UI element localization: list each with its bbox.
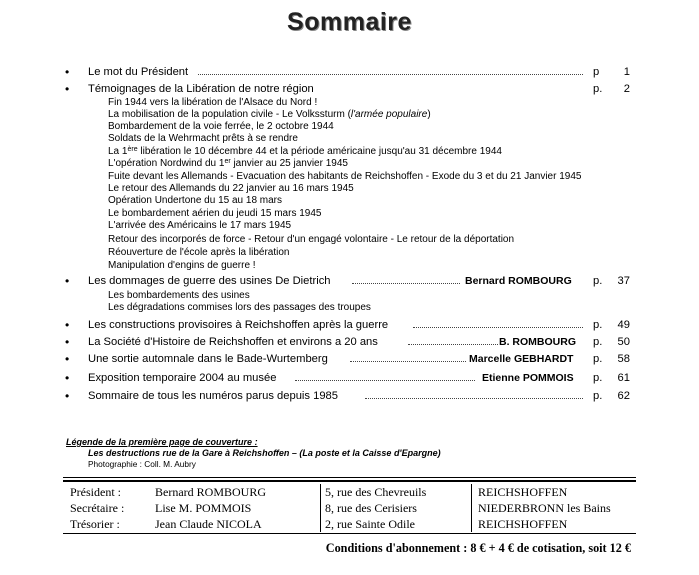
toc-entry-title: Les constructions provisoires à Reichshoffen après la guerre [88,319,389,331]
superscript: ère [127,146,138,153]
sub-entry: Bombardement de la voie ferrée, le 2 octobre 1944 [108,121,334,132]
toc-page-number: 49 [617,319,630,331]
legend-heading: Légende de la première page de couverture : [66,437,258,447]
bullet-icon: • [65,352,70,366]
subscription-conditions: Conditions d'abonnement : 8 € + 4 € de cotisation, soit 12 € [325,541,631,555]
sub-entry-text: janvier au 25 janvier 1945 [230,158,348,169]
bullet-icon: • [65,82,70,96]
divider [63,477,636,478]
contact-name: Bernard ROMBOURG [155,485,266,499]
contact-row [63,484,636,500]
toc-page-number: 1 [623,66,630,78]
contact-role: Président : [70,485,121,499]
sub-entry [108,158,348,170]
toc-entry-title: Une sortie automnale dans le Bade-Wurtemberg [88,353,328,365]
dot-leader [295,380,475,381]
sub-entry: Les dégradations commises lors des passages des troupes [108,302,371,313]
sub-entry: Manipulation d'engins de guerre ! [108,260,256,271]
toc-entry-author: Etienne POMMOIS [482,372,574,384]
contact-address: 2, rue Sainte Odile [325,517,415,531]
sub-entry: Fuite devant les Allemands - Evacuation des habitants de Reichshoffen - Exode du 3 et du 21 Janvier 1945 [108,171,582,182]
toc-entry [65,371,630,385]
sub-entry-text: ) [427,109,431,120]
contacts-table [63,484,636,532]
toc-entry [65,82,630,96]
toc-page-number: 61 [617,372,630,384]
sub-entry: Retour des incorporés de force - Retour d'un engagé volontaire - Le retour de la déportation [108,234,515,245]
toc-page-prefix: p. [593,372,603,384]
sub-entry: Soldats de la Wehrmacht prêts à se rendre [108,133,298,144]
toc-entry-title: Sommaire de tous les numéros parus depuis 1985 [88,390,338,402]
dot-leader [365,398,583,399]
toc-entry-author: Bernard ROMBOURG [465,275,572,287]
toc-page-number: 58 [617,353,630,365]
toc-page-prefix: p. [593,336,603,348]
toc-page-prefix: p [593,66,600,78]
contact-row [63,500,636,516]
sub-entry-text: libération le 10 décembre 44 et la période américaine jusqu'au 31 décembre 1944 [137,146,502,157]
toc-entry-author: Marcelle GEBHARDT [469,353,574,365]
legend-caption: Les destructions rue de la Gare à Reichshoffen – (La poste et la Caisse d'Epargne) [88,448,441,458]
dot-leader [198,74,583,75]
bullet-icon: • [65,318,70,332]
dot-leader [408,344,498,345]
sub-entry-text: L'opération Nordwind du 1 [108,158,225,169]
toc-page-prefix: p. [593,390,603,402]
superscript: er [224,158,231,165]
legend-credit: Photographie : Coll. M. Aubry [88,459,196,469]
toc-entry [65,352,630,366]
contact-city: REICHSHOFFEN [478,517,568,531]
contact-role: Secrétaire : [70,501,125,515]
toc-entry-author: B. ROMBOURG [499,336,576,348]
dot-leader [350,361,466,362]
cover-legend [66,437,441,470]
toc-page-number: 37 [617,275,630,287]
toc-entry-title: Les dommages de guerre des usines De Dietrich [88,275,331,287]
toc-entry-title: Témoignages de la Libération de notre région [88,83,314,95]
toc-page-number: 62 [617,390,630,402]
sub-entry [108,146,502,158]
sub-entry [108,109,431,121]
bullet-icon: • [65,65,70,79]
contact-name: Lise M. POMMOIS [155,501,252,515]
contact-city: REICHSHOFFEN [478,485,568,499]
toc-page-prefix: p. [593,275,603,287]
dot-leader [352,283,460,284]
page-title: Sommaire [287,8,412,36]
contact-address: 8, rue des Cerisiers [325,501,417,515]
toc-entry [65,335,630,349]
bullet-icon: • [65,274,70,288]
toc-entry [65,318,630,332]
toc-entry [65,65,630,79]
sub-entry: Opération Undertone du 15 au 18 mars [108,195,282,206]
contact-address: 5, rue des Chevreuils [325,485,427,499]
contact-role: Trésorier : [70,517,120,531]
bullet-icon: • [65,389,70,403]
contact-name: Jean Claude NICOLA [155,517,262,531]
sub-entry: Réouverture de l'école après la libération [108,247,290,258]
toc-entry-title: Exposition temporaire 2004 au musée [88,372,277,384]
toc-page-prefix: p. [593,353,603,365]
divider [63,480,636,482]
toc-page-prefix: p. [593,83,603,95]
sub-entry-italic: l'armée populaire [350,109,428,120]
sub-entry: L'arrivée des Américains le 17 mars 1945 [108,220,292,231]
divider [63,533,636,534]
sub-entry: Les bombardements des usines [108,290,250,301]
toc-entry-title: La Société d'Histoire de Reichshoffen et environs a 20 ans [88,336,378,348]
sub-entry: Le retour des Allemands du 22 janvier au 16 mars 1945 [108,183,354,194]
dot-leader [413,327,583,328]
toc-entry [65,274,630,288]
toc-page-number: 50 [617,336,630,348]
toc-entry-title: Le mot du Président [88,66,189,78]
column-divider [320,484,321,532]
toc-page-number: 2 [623,83,630,95]
bullet-icon: • [65,335,70,349]
bullet-icon: • [65,371,70,385]
toc-page-prefix: p. [593,319,603,331]
sub-entry: Le bombardement aérien du jeudi 15 mars 1945 [108,208,322,219]
sub-entry: Fin 1944 vers la libération de l'Alsace du Nord ! [108,97,318,108]
column-divider [471,484,472,532]
sub-entry-text: La mobilisation de la population civile - Le Volkssturm ( [108,109,351,120]
contact-row [63,516,636,532]
toc-entry [65,389,630,403]
sub-entry-text: La 1 [108,146,128,157]
contact-city: NIEDERBRONN les Bains [478,501,611,515]
